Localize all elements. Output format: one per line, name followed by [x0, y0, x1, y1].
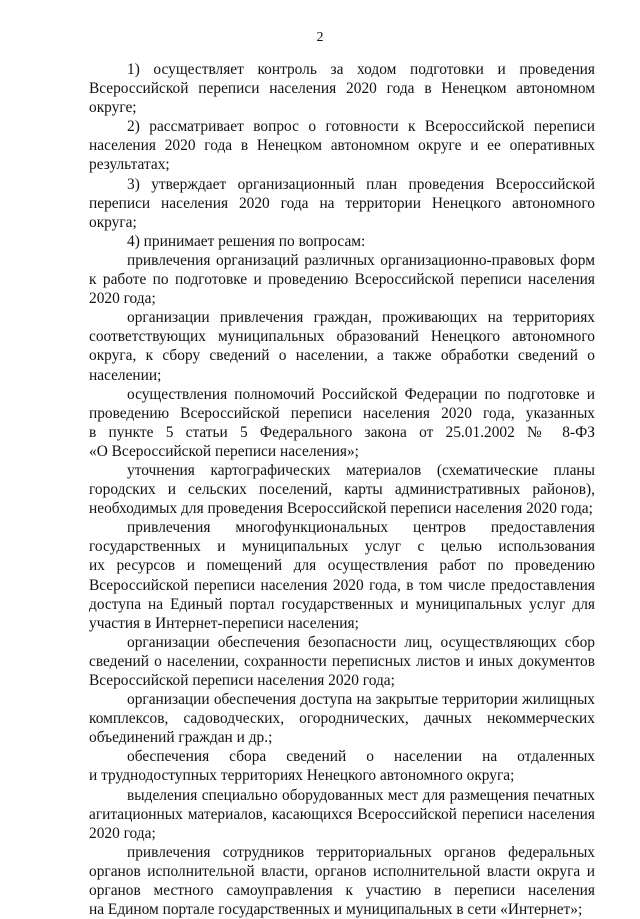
- subitem-federal-powers: осуществления полномочий Российской Федерации по подготовке и проведению Всероссийской переписи населения 2020 года, указанных в пункте 5 статьи 5 Федерального закона от 25.01.2002 № 8-ФЗ «О Всероссийской переписи населения»;: [89, 385, 595, 460]
- subitem-maps: уточнения картографических материалов (схематические планы городских и сельских поселений, карты административных районов), необходимых для проведения Всероссийской переписи населения 2020 года;: [89, 461, 595, 518]
- item-1-control: 1) осуществляет контроль за ходом подготовки и проведения Всероссийской переписи населения 2020 года в Ненецком автономном округе;: [89, 61, 595, 117]
- item-2-readiness: 2) рассматривает вопрос о готовности к Всероссийской переписи населения 2020 года в Ненецком автономном округе и ее оперативных результатах;: [89, 118, 595, 174]
- subitem-citizens: организации привлечения граждан, проживающих на территориях соответствующих муниципальных образований Ненецкого автономного округа, к сбору сведений о населении, а также обработки сведений о населении;: [89, 309, 595, 384]
- subitem-mfc: привлечения многофункциональных центров предоставления государственных и муниципальных услуг с целью использования их ресурсов и помещений для осуществления работ по проведению Всероссийской переписи населения 2020 года, в том числе предоставления доступа на Единый портал государственных и муниципальных услуг для участия в Интернет-переписи населения;: [89, 519, 595, 632]
- subitem-security: организации обеспечения безопасности лиц, осуществляющих сбор сведений о населении, сохранности переписных листов и иных документов Всероссийской переписи населения 2020 года;: [89, 633, 595, 689]
- document-body: [89, 60, 595, 919]
- item-4-decisions-heading: 4) принимает решения по вопросам:: [127, 232, 366, 250]
- page-number: 2: [316, 30, 324, 45]
- subitem-campaign-places: выделения специально оборудованных мест для размещения печатных агитационных материалов, касающихся Всероссийской переписи населения 2020 года;: [89, 786, 595, 842]
- subitem-organizations: привлечения организаций различных организационно-правовых форм к работе по подготовке и проведению Всероссийской переписи населения 2020 года;: [89, 251, 595, 308]
- subitem-staff-participation: привлечения сотрудников территориальных органов федеральных органов исполнительной власти, органов исполнительной власти округа и органов местного самоуправления к участию в переписи населения на Едином портале государственных и муниципальных в сети «Интернет»;: [89, 843, 595, 919]
- subitem-remote-areas: обеспечения сбора сведений о населении на отдаленных и труднодоступных территориях Ненецкого автономного округа;: [89, 748, 595, 785]
- subitem-closed-territories: организации обеспечения доступа на закрытые территории жилищных комплексов, садоводческих, огороднических, дачных некоммерческих объединений граждан и др.;: [89, 691, 595, 747]
- item-3-org-plan: 3) утверждает организационный план проведения Всероссийской переписи населения 2020 года на территории Ненецкого автономного округа;: [89, 175, 595, 231]
